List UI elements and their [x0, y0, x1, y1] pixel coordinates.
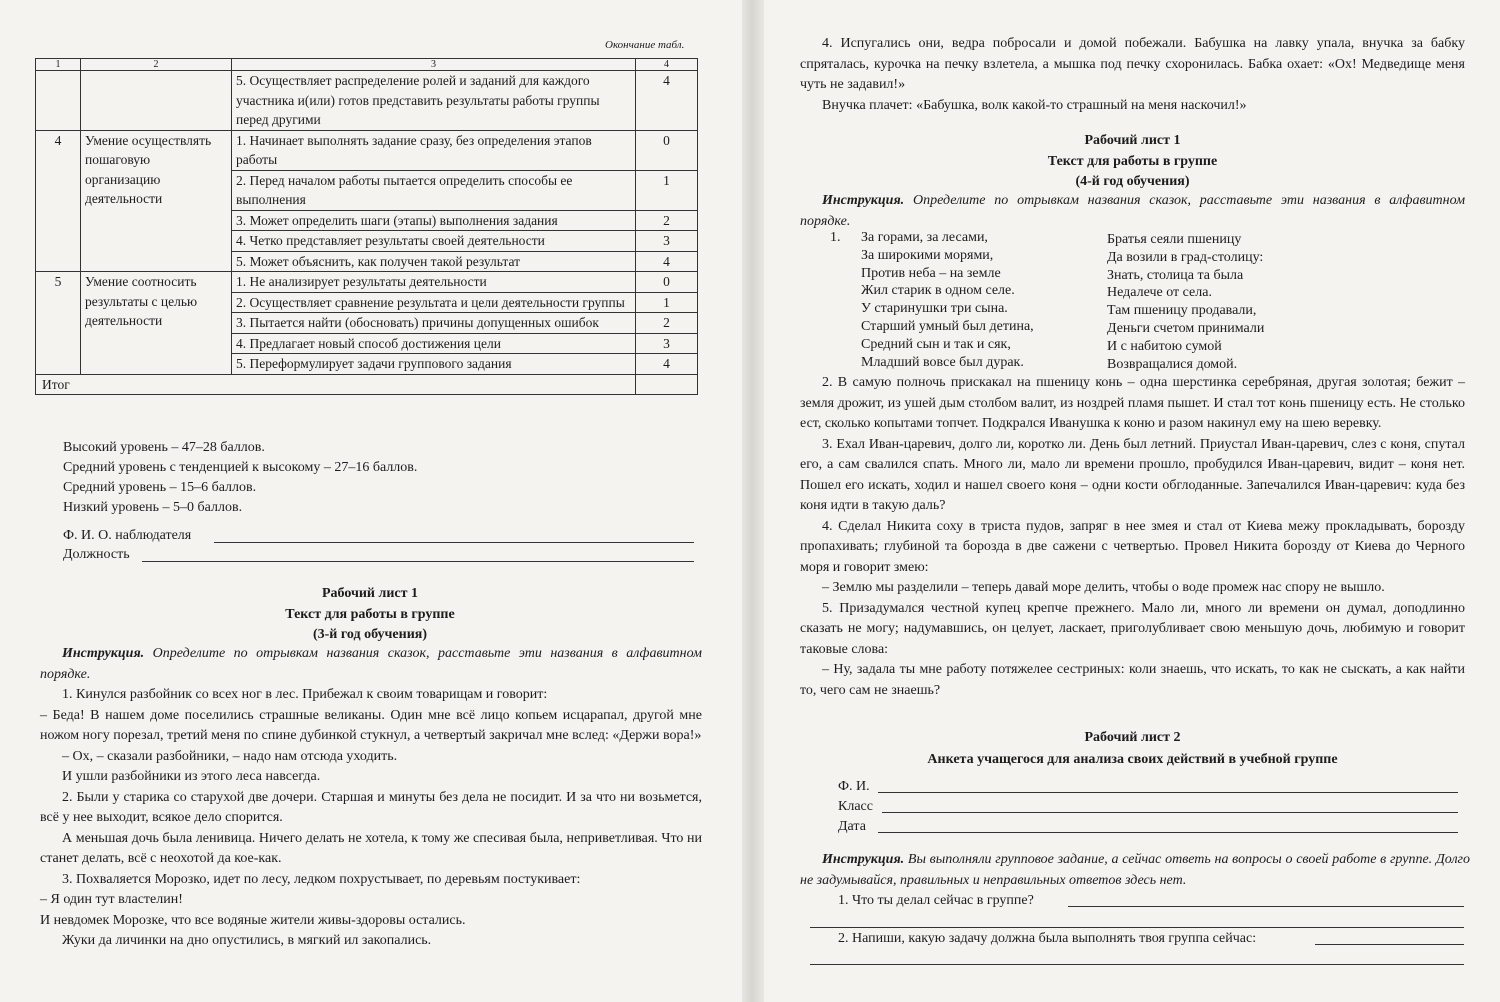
score-cell: 4 [636, 71, 698, 131]
paragraph: 2. Были у старика со старухой две дочери. Старшая и минуты без дела не посидит. И за что ни возьмется, всё у нее выходит, всякое дело спорится. [40, 789, 702, 825]
poem-line: Старший умный был детина, [861, 318, 1034, 334]
table-row [36, 272, 698, 293]
table-row [36, 130, 698, 170]
poem-line: Недалече от села. [1107, 285, 1212, 301]
right-text-block [800, 373, 1465, 701]
paragraph: 4. Сделал Никита соху в триста пудов, запряг в нее змея и стал от Киева межу прокладывать, борозду пропахивать; глубиной та борозда в две сажени с четвертью. Провел Никита борозду от Киева до Черного моря и говорит змею: [800, 518, 1465, 575]
indicator-cell: 3. Пытается найти (обосновать) причины допущенных ошибок [232, 313, 636, 334]
score-cell: 3 [636, 333, 698, 354]
instruction2-text: Вы выполняли групповое задание, а сейчас ответь на вопросы о своей работе в группе. Долго не задумывайся, правильных и неправильных ответов здесь нет. [800, 852, 1471, 888]
instruction-label: Инструкция. [822, 193, 905, 208]
table-row [36, 71, 698, 131]
poem-line: За широкими морями, [861, 247, 994, 263]
indicator-cell: 1. Начинает выполнять задание сразу, без определения этапов работы [232, 130, 636, 170]
instruction [40, 644, 702, 685]
left-text-block [40, 644, 702, 952]
instruction-text: Определите по отрывкам названия сказок, расставьте эти названия в алфавитном порядке. [40, 646, 702, 682]
paragraph: 3. Похваляется Морозко, идет по лесу, ледком похрустывает, по деревьям постукивает: [62, 871, 581, 887]
paragraph: 2. В самую полночь прискакал на пшеницу конь – одна шерстинка серебряная, другая золотая; бежит – земля дрожит, из ушей дым столбом валит, из ноздрей пламя пышет. И стал тот конь пшеницу есть. Не столько ест, сколько копытами топчет. Подкрался Иванушка к коню и разом накинул ему на шею веревку. [800, 375, 1465, 431]
level-item: Средний уровень – 15–6 баллов. [63, 480, 257, 495]
fio-fill-line[interactable] [878, 792, 1458, 793]
indicator-cell: 4. Четко представляет результаты своей деятельности [232, 231, 636, 252]
score-cell: 2 [636, 313, 698, 334]
header-cell: 3 [232, 59, 636, 71]
poem-line: За горами, за лесами, [861, 230, 988, 245]
skill-cell: Умение соотносить результаты с целью деятельности [81, 272, 232, 375]
level-item: Средний уровень с тенденцией к высокому – 27–16 баллов. [63, 460, 418, 475]
poem-line: Младший вовсе был дурак. [861, 354, 1024, 370]
header-cell: 1 [36, 59, 81, 71]
header-cell: 2 [81, 59, 232, 71]
levels-list [63, 438, 417, 518]
indicator-cell: 3. Может определить шаги (этапы) выполнения задания [232, 210, 636, 231]
row-number: 4 [36, 130, 81, 272]
indicator-cell: 1. Не анализирует результаты деятельности [232, 272, 636, 293]
instruction2 [800, 850, 1470, 891]
poem-line: Возвращалися домой. [1107, 356, 1238, 372]
observer-label: Ф. И. О. наблюдателя [63, 528, 192, 543]
table-continuation-note: Окончание табл. [605, 39, 685, 51]
instruction-block [800, 191, 1465, 232]
date-fill-line[interactable] [878, 832, 1458, 833]
paragraph: – Землю мы разделили – теперь давай море делить, чтобы о воде промеж нас спору не вышло. [822, 580, 1385, 595]
sheet-subtitle: Текст для работы в группе [1047, 154, 1218, 169]
paragraph: – Я один тут властелин! [40, 892, 183, 907]
poem-line: Знать, столица та была [1107, 267, 1244, 283]
score-cell: 0 [636, 272, 698, 293]
poem-number: 1. [830, 230, 841, 245]
question-2: 2. Напиши, какую задачу должна была выполнять твоя группа сейчас: [838, 931, 1257, 946]
paragraph: 3. Ехал Иван-царевич, долго ли, коротко ли. День был летний. Приустал Иван-царевич, слез с коня, спутал его, а сам свалился спать. Много ли, мало ли времени прошло, пробудился Иван-царевич, видит – коня нет. Пошел его искать, ходил и нашел своего коня – одни кости обглоданные. Запечалился Иван-царевич: куда без коня идти в такую даль? [800, 436, 1465, 513]
indicator-cell: 5. Переформулирует задачи группового задания [232, 354, 636, 375]
poem-right-column [1107, 231, 1264, 373]
paragraph: – Беда! В нашем доме поселились страшные великаны. Один мне всё лицо копьем исцарапал, другой мне ножом ногу порезал, третий меня по спине дубинкой стукнул, а четвертый закричал мне вслед: «Держи вора!» [40, 707, 702, 743]
date-label: Дата [838, 819, 866, 834]
q1-fill-line-2[interactable] [810, 927, 1464, 928]
level-item: Низкий уровень – 5–0 баллов. [63, 500, 243, 515]
instruction-text: Определите по отрывкам названия сказок, расставьте эти названия в алфавитном порядке. [800, 193, 1466, 229]
right-top-block [800, 34, 1465, 116]
score-cell: 4 [636, 251, 698, 272]
q1-fill-line[interactable] [1068, 906, 1464, 907]
paragraph: 5. Призадумался честной купец крепче прежнего. Мало ли, много ли времени он думал, доподлинно сказать не могу; надумавшись, он целует, ласкает, приголубливает свою меньшую дочь, любимую и говорит таковые слова: [800, 600, 1465, 657]
poem-line: Жил старик в одном селе. [861, 283, 1015, 299]
paragraph: – Ох, – сказали разбойники, – надо нам отсюда уходить. [62, 748, 398, 764]
score-cell: 2 [636, 210, 698, 231]
poem-line: Братья сеяли пшеницу [1107, 232, 1242, 247]
criteria-table [35, 58, 698, 395]
paragraph: 4. Испугались они, ведра побросали и домой побежали. Бабушка на лавку упала, внучка за бабку спряталась, курочка на печку взлетела, а мышка под печку схоронилась. Бабка охает: «Ох! Медведище меня чуть не задавил!» [800, 36, 1465, 92]
row-number [36, 71, 81, 131]
paragraph: Внучка плачет: «Бабушка, волк какой-то страшный на меня наскочил!» [822, 97, 1247, 113]
right-page [760, 0, 1500, 1002]
instruction2-block [800, 850, 1470, 891]
poem-line: Там пшеницу продавали, [1107, 303, 1257, 319]
instruction-label: Инструкция. [62, 646, 145, 661]
sheet2-title: Рабочий лист 2 [1084, 730, 1181, 745]
score-cell: 3 [636, 231, 698, 252]
score-cell: 4 [636, 354, 698, 375]
q2-fill-line[interactable] [1315, 944, 1464, 945]
position-label: Должность [63, 547, 130, 562]
total-score-cell [636, 374, 698, 395]
total-row [36, 374, 698, 395]
skill-cell: Умение осуществлять пошаговую организацию деятельности [81, 130, 232, 272]
indicator-cell: 2. Осуществляет сравнение результата и цели деятельности группы [232, 292, 636, 313]
sheet2-subtitle: Анкета учащегося для анализа своих действий в учебной группе [927, 752, 1338, 767]
paragraph: – Ну, задала ты мне работу потяжелее сестриных: коли знаешь, что искать, то как не сыскать, а как найти то, чего сам не знаешь? [800, 662, 1465, 698]
paragraph: А меньшая дочь была ленивица. Ничего делать не хотела, к тому же спесивая была, неприветливая. Что ни станет делать, всё с неохотой да кое-как. [40, 830, 702, 866]
instruction2-label: Инструкция. [822, 852, 905, 867]
poem-line: У старинушки три сына. [861, 301, 1008, 317]
question-1: 1. Что ты делал сейчас в группе? [838, 893, 1034, 908]
paragraph: И ушли разбойники из этого леса навсегда. [62, 769, 321, 784]
indicator-cell: 2. Перед началом работы пытается определить способы ее выполнения [232, 170, 636, 210]
sheet-title: Рабочий лист 1 [1084, 133, 1181, 148]
score-cell: 0 [636, 130, 698, 170]
poem-left-column [861, 229, 1034, 371]
sheet-year: (3-й год обучения) [312, 627, 428, 642]
score-cell: 1 [636, 292, 698, 313]
level-item: Высокий уровень – 47–28 баллов. [63, 440, 265, 455]
poem-line: И с набитою сумой [1107, 338, 1222, 354]
score-cell: 1 [636, 170, 698, 210]
poem-line: Средний сын и так и сяк, [861, 336, 1011, 352]
paragraph: 1. Кинулся разбойник со всех ног в лес. Прибежал к своим товарищам и говорит: [62, 687, 548, 702]
total-label: Итог [36, 374, 636, 395]
indicator-cell: 4. Предлагает новый способ достижения цели [232, 333, 636, 354]
poem-line: Деньги счетом принимали [1107, 320, 1265, 336]
header-cell: 4 [636, 59, 698, 71]
class-fill-line[interactable] [882, 812, 1458, 813]
instruction [800, 191, 1465, 232]
fio-label: Ф. И. [838, 779, 870, 794]
class-label: Класс [838, 799, 873, 814]
q2-fill-line-2[interactable] [810, 964, 1464, 965]
sheet-year: (4-й год обучения) [1075, 174, 1190, 189]
poem-line: Против неба – на земле [861, 265, 1001, 281]
sheet-title: Рабочий лист 1 [321, 586, 419, 601]
row-number: 5 [36, 272, 81, 375]
poem-line: Да возили в град-столицу: [1107, 249, 1264, 265]
table-header-row [36, 59, 698, 71]
paragraph: Жуки да личинки на дно опустились, в мягкий ил закопались. [62, 933, 432, 948]
skill-cell [81, 71, 232, 131]
position-fill-line[interactable] [142, 561, 694, 562]
sheet-subtitle: Текст для работы в группе [285, 607, 455, 622]
left-page [0, 0, 745, 1002]
observer-fill-line[interactable] [214, 542, 694, 543]
indicator-cell: 5. Может объяснить, как получен такой результат [232, 251, 636, 272]
paragraph: И невдомек Морозке, что все водяные жители живы-здоровы остались. [40, 912, 466, 928]
indicator-cell: 5. Осуществляет распределение ролей и заданий для каждого участника и(или) готов представить результаты работы группы перед другими [232, 71, 636, 131]
